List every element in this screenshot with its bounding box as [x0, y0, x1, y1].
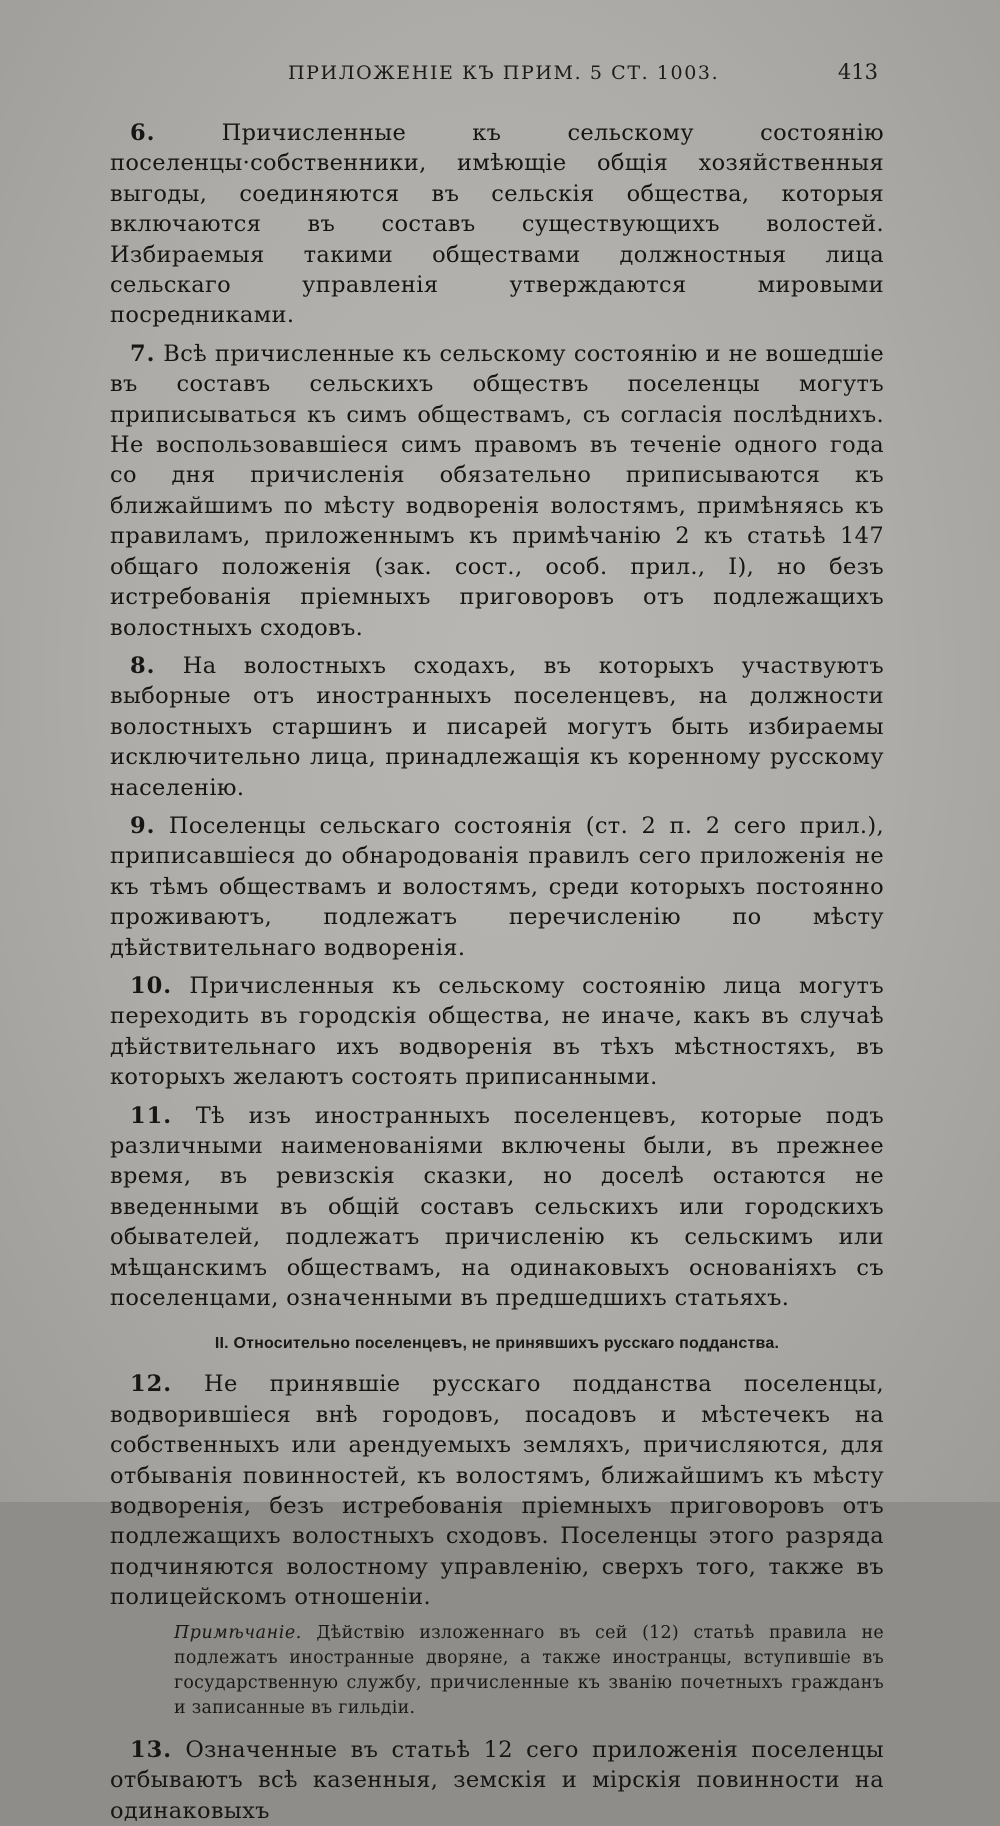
article-number: 10. [130, 972, 173, 999]
note-label: Примѣчаніе. [174, 1622, 302, 1643]
note-text: Дѣйствію изложеннаго въ сей (12) статьѣ правила не подлежатъ иностранные дворяне, а также иностранцы, вступившіе въ государственную службу, причисленные къ званію почетныхъ гражданъ и записанные въ гильдіи. [174, 1622, 884, 1718]
article-number: 13. [130, 1736, 173, 1763]
article-number: 7. [130, 340, 156, 367]
article-number: 9. [130, 812, 156, 839]
article-number: 8. [130, 652, 156, 679]
article-7 [110, 339, 884, 643]
article-12 [110, 1369, 884, 1612]
article-text: Причисленныя къ сельскому состоянію лица могутъ переходить въ городскія общества, не иначе, какъ въ случаѣ дѣйствительнаго ихъ водворенія въ тѣхъ мѣстностяхъ, въ которыхъ желаютъ состоять приписанными. [110, 972, 884, 1091]
article-number: 6. [130, 120, 156, 146]
article-number: 11. [130, 1102, 173, 1129]
note [110, 1621, 884, 1721]
article-text: Означенные въ статьѣ 12 сего приложенія поселенцы отбываютъ всѣ казенныя, земскія и мірскія повинности на одинаковыхъ [110, 1736, 884, 1824]
article-number: 12. [130, 1371, 173, 1398]
article-10 [110, 971, 884, 1093]
article-9 [110, 811, 884, 963]
article-text: Поселенцы сельскаго состоянія (ст. 2 п. 2 сего прил.), приписавшіеся до обнародованія правилъ сего приложенія не къ тѣмъ обществамъ и волостямъ, среди которыхъ постоянно проживаютъ, подлежатъ перечисленію по мѣсту дѣйствительнаго водворенія. [110, 812, 884, 961]
article-text: Не принявшіе русскаго подданства поселенцы, водворившіеся внѣ городовъ, посадовъ и мѣстечекъ на собственныхъ или арендуемыхъ земляхъ, причисляются, для отбыванія повинностей, къ волостямъ, ближайшимъ къ мѣсту водворенія, безъ истребованія пріемныхъ приговоровъ отъ подлежащихъ волостныхъ сходовъ. Поселенцы этого разряда подчиняются волостному управленію, сверхъ того, также въ полицейскомъ отношеніи. [110, 1371, 884, 1611]
page-body [110, 118, 884, 1824]
article-text: Тѣ изъ иностранныхъ поселенцевъ, которые подъ различными наименованіями включены были, въ прежнее время, въ ревизскія сказки, но доселѣ остаются не введенными въ общій составъ сельскихъ или городскихъ обывателей, подлежатъ причисленію къ сельскимъ или мѣщанскимъ обществамъ, на одинаковыхъ основаніяхъ съ поселенцами, означенными въ предшедшихъ статьяхъ. [110, 1102, 884, 1312]
article-text: Причисленные къ сельскому состоянію поселенцы·собственники, имѣющіе общія хозяйственныя выгоды, соединяются въ сельскія общества, которыя включаются въ составъ существующихъ волостей. Избираемыя такими обществами должностныя лица сельскаго управленія утверждаются мировыми посредниками. [110, 120, 884, 329]
article-13 [110, 1735, 884, 1826]
article-8 [110, 651, 884, 803]
running-head: ПРИЛОЖЕНІЕ КЪ ПРИМ. 5 СТ. 1003. [288, 62, 720, 84]
article-text: Всѣ причисленные къ сельскому состоянію и не вошедшіе въ составъ сельскихъ обществъ поселенцы могутъ приписываться къ симъ обществамъ, съ согласія послѣднихъ. Не воспользовавшіеся симъ правомъ въ теченіе одного года со дня причисленія обязательно приписываются къ ближайшимъ по мѣсту водворенія волостямъ, примѣняясь къ правиламъ, приложеннымъ къ примѣчанію 2 къ статьѣ 147 общаго положенія (зак. сост., особ. прил., I), но безъ истребованія пріемныхъ приговоровъ отъ подлежащихъ волостныхъ сходовъ. [110, 340, 884, 641]
page-number: 413 [837, 60, 878, 84]
article-text: На волостныхъ сходахъ, въ которыхъ участвуютъ выборные отъ иностранныхъ поселенцевъ, на должности волостныхъ старшинъ и писарей могутъ быть избираемы исключительно лица, принадлежащія къ коренному русскому населенію. [110, 652, 884, 801]
article-6 [110, 118, 884, 331]
page-header [0, 56, 1000, 92]
section-heading: II. Относительно поселенцевъ, не принявшихъ русскаго подданства. [214, 1335, 780, 1353]
article-11 [110, 1101, 884, 1314]
